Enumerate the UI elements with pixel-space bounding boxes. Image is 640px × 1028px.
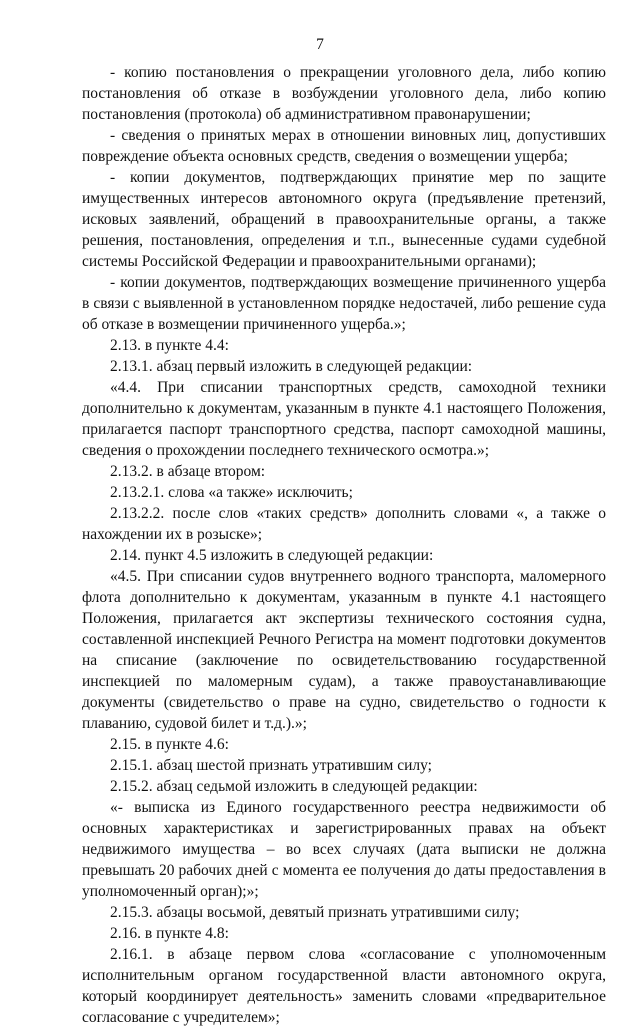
paragraph: 2.13. в пункте 4.4:: [110, 337, 229, 354]
page-number: 7: [316, 36, 324, 53]
paragraph: 2.13.2. в абзаце втором:: [110, 463, 266, 480]
paragraph: 2.15.3. абзацы восьмой, девятый признать утратившими силу;: [110, 904, 520, 921]
paragraph: 2.13.1. абзац первый изложить в следующей редакции:: [110, 358, 473, 375]
paragraph: - сведения о принятых мерах в отношении виновных лиц, допустивших повреждение объекта основных средств, сведения о возмещении ущерба;: [82, 127, 606, 165]
paragraph: 2.15.1. абзац шестой признать утратившим силу;: [110, 757, 432, 774]
paragraph: 2.13.2.2. после слов «таких средств» дополнить словами «, а также о нахождении их в розыске»;: [82, 505, 606, 543]
paragraph: 2.16. в пункте 4.8:: [110, 925, 229, 942]
paragraph: «- выписка из Единого государственного реестра недвижимости об основных характеристиках и зарегистрированных правах на объект недвижимого имущества – во всех случаях (дата выписки не должна превышать 20 рабочих дней с момента ее получения до даты предоставления в уполномоченный орган);»;: [82, 799, 606, 900]
paragraph: - копии документов, подтверждающих принятие мер по защите имущественных интересов автономного округа (предъявление претензий, исковых заявлений, обращений в правоохранительные органы, а также решения, постановления, определения и т.п., вынесенные судами судебной системы Российской Федерации и правоохранительными органами);: [82, 169, 606, 270]
paragraph: 2.14. пункт 4.5 изложить в следующей редакции:: [110, 547, 434, 564]
paragraph: «4.5. При списании судов внутреннего водного транспорта, маломерного флота дополнительно к документам, указанным в пункте 4.1 настоящего Положения, прилагается акт экспертизы технического состояния судна, составленной инспекцией Речного Регистра на момент подготовки документов на списание (заключение по освидетельствованию государственной инспекцией по маломерным судам), а также правоустанавливающие документы (свидетельство о праве на судно, свидетельство о годности к плаванию, судовой билет и т.д.).»;: [82, 568, 606, 732]
paragraph: «4.4. При списании транспортных средств, самоходной техники дополнительно к документам, указанным в пункте 4.1 настоящего Положения, прилагается паспорт транспортного средства, паспорт самоходной машины, сведения о прохождении последнего технического осмотра.»;: [82, 379, 606, 459]
paragraph: - копию постановления о прекращении уголовного дела, либо копию постановления об отказе в возбуждении уголовного дела, либо копию постановления (протокола) об административном правонарушении;: [82, 64, 606, 123]
paragraph: 2.15.2. абзац седьмой изложить в следующей редакции:: [110, 778, 478, 795]
paragraph: 2.15. в пункте 4.6:: [110, 736, 229, 753]
paragraph: - копии документов, подтверждающих возмещение причиненного ущерба в связи с выявленной в установленном порядке недостачей, либо решение суда об отказе в возмещении причиненного ущерба.»;: [82, 274, 606, 333]
paragraph: 2.16.1. в абзаце первом слова «согласование с уполномоченным исполнительным органом государственной власти автономного округа, который координирует деятельность» заменить словами «предварительное согласование с учредителем»;: [82, 946, 606, 1026]
paragraph: 2.13.2.1. слова «а также» исключить;: [110, 484, 353, 501]
document-body: [82, 62, 606, 1028]
